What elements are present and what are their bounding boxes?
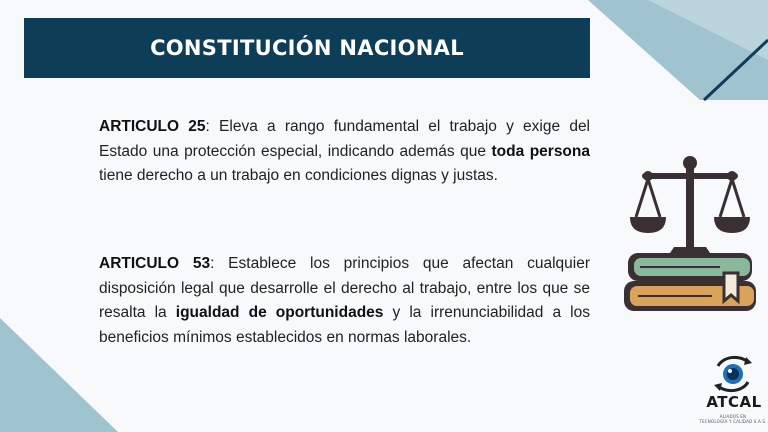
justice-scale-on-books-icon: [620, 155, 760, 315]
title-bar: [24, 18, 590, 78]
logo-name: ATCAL: [706, 393, 762, 411]
article-53-text-2: y la irrenunciabilidad a los beneficios mínimos establecidos en normas laborales.: [99, 304, 591, 346]
article-53-label: ARTICULO 53: [99, 255, 211, 272]
article-25-text-1: : Eleva a rango fundamental el trabajo y exige del Estado una protección especial, indicando además que: [99, 118, 591, 160]
logo-tagline-1: ALIADOS EN: [719, 414, 747, 419]
page-title: CONSTITUCIÓN NACIONAL: [150, 36, 464, 60]
article-53-paragraph: [99, 252, 590, 350]
article-53-bold: igualdad de oportunidades: [175, 304, 384, 321]
article-25-label: ARTICULO 25: [99, 118, 206, 135]
logo-tagline-2: TECNOLOGÍA Y CALIDAD S.A.S.: [699, 419, 767, 424]
article-25-paragraph: [99, 115, 590, 189]
article-25-bold: toda persona: [491, 142, 590, 160]
article-25-text-2: tiene derecho a un trabajo en condiciones dignas y justas.: [99, 167, 498, 184]
article-53-text-1: : Establece los principios que afectan cualquier disposición legal que desarrolle el derecho al trabajo, entre los que se resalta la: [99, 255, 591, 321]
logo-tagline: [698, 414, 768, 424]
